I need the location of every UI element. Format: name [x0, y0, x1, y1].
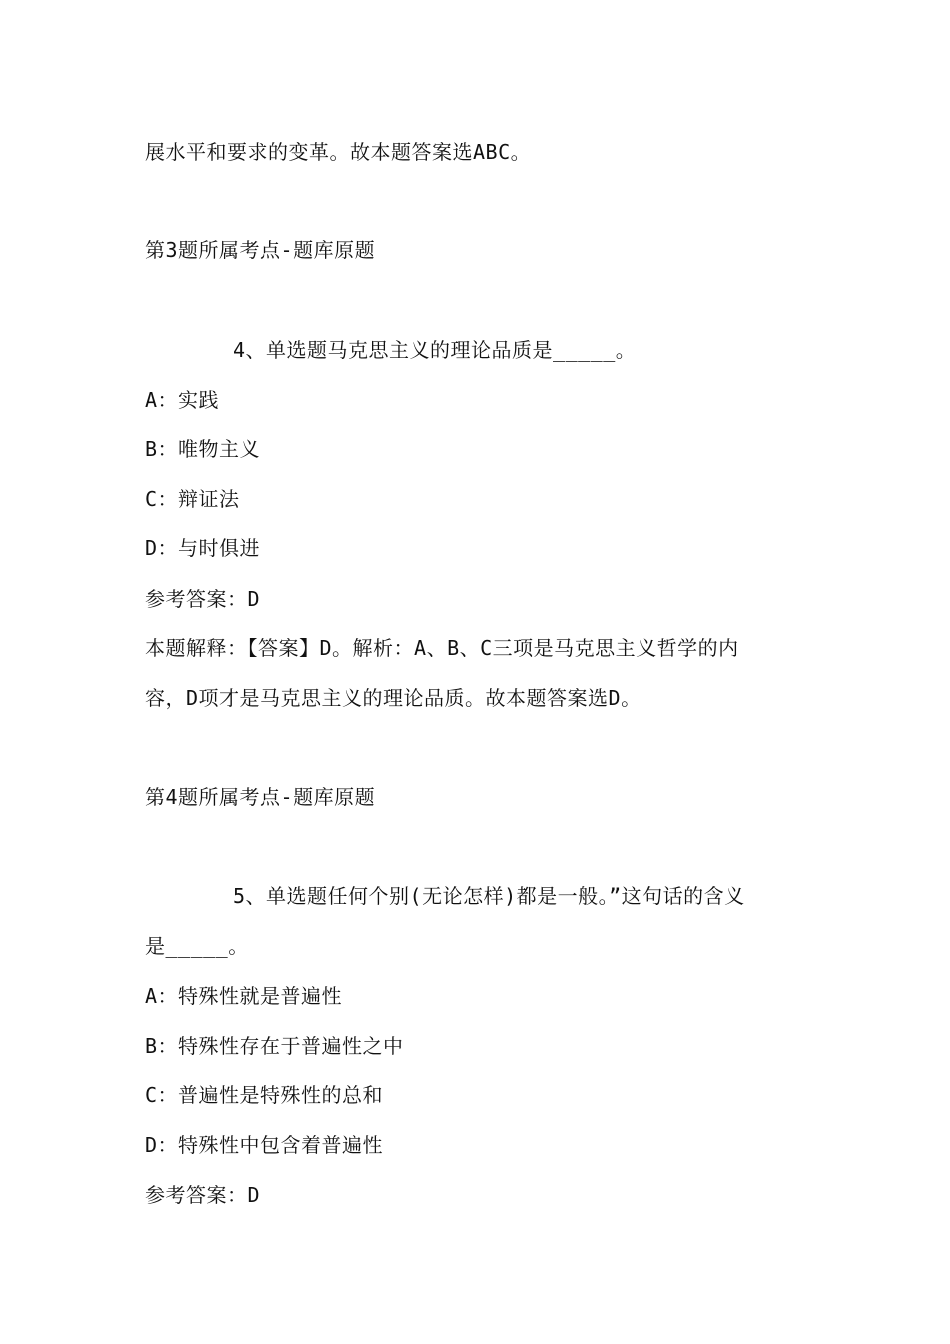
- q5-option-d: D：特殊性中包含着普遍性: [145, 1133, 384, 1157]
- q5-stem-line2: 是_____。: [145, 934, 249, 958]
- q4-option-b: B：唯物主义: [145, 437, 261, 461]
- q4-explanation-line2: 容，D项才是马克思主义的理论品质。故本题答案选D。: [145, 686, 642, 710]
- q4-option-c: C：辩证法: [145, 487, 240, 511]
- q5-answer: 参考答案：D: [145, 1183, 261, 1207]
- q3-knowledge-point: 第3题所属考点-题库原题: [145, 238, 376, 262]
- q5-option-c: C：普遍性是特殊性的总和: [145, 1083, 384, 1107]
- q4-explanation-line1: 本题解释：【答案】D。解析：A、B、C三项是马克思主义哲学的内: [145, 636, 739, 660]
- q5-option-a: A：特殊性就是普遍性: [145, 984, 343, 1008]
- q4-option-a: A：实践: [145, 388, 220, 412]
- q4-stem: 4、单选题马克思主义的理论品质是_____。: [233, 338, 637, 362]
- q4-answer: 参考答案：D: [145, 587, 261, 611]
- q5-option-b: B：特殊性存在于普遍性之中: [145, 1034, 404, 1058]
- q5-stem-line1: 5、单选题任何个别(无论怎样)都是一般。”这句话的含义: [233, 884, 745, 908]
- q4-option-d: D：与时俱进: [145, 536, 261, 560]
- q4-knowledge-point: 第4题所属考点-题库原题: [145, 785, 376, 809]
- prev-explanation-tail: 展水平和要求的变革。故本题答案选ABC。: [145, 140, 532, 164]
